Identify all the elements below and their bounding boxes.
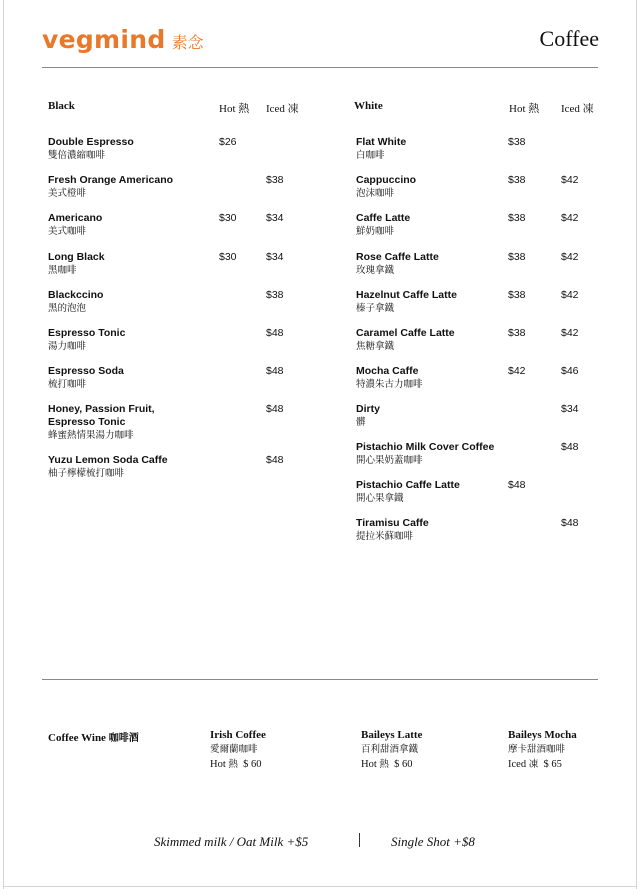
coffee-wine-title xyxy=(48,729,139,744)
item-iced-price: $34 xyxy=(561,403,579,415)
item-name-chinese: 蜂蜜熱情果湯力咖啡 xyxy=(48,430,134,441)
item-name: Honey, Passion Fruit, xyxy=(48,403,155,415)
page-border-left xyxy=(3,0,4,889)
coffee-wine-title-zh: 咖啡酒 xyxy=(108,733,139,744)
header-divider xyxy=(42,67,598,68)
menu-item-black xyxy=(48,212,228,238)
item-name-line2: Espresso Tonic xyxy=(48,416,126,428)
item-price: $ 65 xyxy=(543,759,562,770)
item-iced-price: $48 xyxy=(266,454,284,466)
item-hot-price: $30 xyxy=(219,251,237,263)
item-name: Yuzu Lemon Soda Caffe xyxy=(48,454,168,466)
item-iced-price: $42 xyxy=(561,251,579,263)
item-iced-price: $38 xyxy=(266,174,284,186)
coffee-wine-item xyxy=(361,728,422,772)
menu-item-black xyxy=(48,365,228,391)
item-name-chinese: 柚子檸檬梳打咖啡 xyxy=(48,468,125,479)
item-name-chinese: 梳打咖啡 xyxy=(48,379,87,390)
item-hot-price: $26 xyxy=(219,136,237,148)
item-iced-price: $42 xyxy=(561,327,579,339)
item-name: Baileys Latte xyxy=(361,729,423,741)
item-name: Double Espresso xyxy=(48,136,134,148)
item-name: Dirty xyxy=(356,403,380,415)
item-name-chinese: 雙倍濃縮咖啡 xyxy=(48,150,106,161)
page-title: Coffee xyxy=(539,26,599,51)
item-name: Rose Caffe Latte xyxy=(356,251,439,263)
item-iced-price: $48 xyxy=(561,441,579,453)
item-name: Cappuccino xyxy=(356,174,417,186)
black-section-title: Black xyxy=(48,100,75,112)
white-section-title: White xyxy=(354,100,383,112)
item-temp-chinese: 熱 xyxy=(228,759,238,770)
item-iced-price: $34 xyxy=(266,251,284,263)
item-name: Americano xyxy=(48,212,103,224)
item-name: Pistachio Milk Cover Coffee xyxy=(356,441,495,453)
item-name-chinese: 愛爾蘭咖啡 xyxy=(210,744,258,755)
menu-item-black xyxy=(48,289,228,315)
item-name: Flat White xyxy=(356,136,407,148)
menu-item-white xyxy=(356,441,556,467)
item-name-chinese: 焦糖拿鐵 xyxy=(356,341,395,352)
item-name: Fresh Orange Americano xyxy=(48,174,174,186)
item-name-chinese: 鮮奶咖啡 xyxy=(356,226,395,237)
brand-name-chinese: 素念 xyxy=(171,33,204,52)
item-iced-price: $48 xyxy=(561,517,579,529)
item-name-chinese: 湯力咖啡 xyxy=(48,341,87,352)
item-iced-price: $42 xyxy=(561,289,579,301)
item-name-chinese: 髒 xyxy=(356,417,366,428)
item-hot-price: $30 xyxy=(219,212,237,224)
page-border-bottom xyxy=(3,886,637,887)
item-price: $ 60 xyxy=(394,759,413,770)
item-name-chinese: 摩卡甜酒咖啡 xyxy=(508,744,566,755)
item-name-chinese: 玫瑰拿鐵 xyxy=(356,265,395,276)
item-temp-chinese: 凍 xyxy=(528,759,539,770)
item-hot-price: $38 xyxy=(508,136,526,148)
item-name-chinese: 百利甜酒拿鐵 xyxy=(361,744,419,755)
item-hot-price: $38 xyxy=(508,212,526,224)
menu-item-black xyxy=(48,327,228,353)
white-iced-header: Iced 凍 xyxy=(561,103,594,115)
item-price-line xyxy=(508,757,577,772)
item-name-chinese: 提拉米蘇咖啡 xyxy=(356,531,414,542)
item-temp: Iced xyxy=(508,759,527,770)
item-name: Hazelnut Caffe Latte xyxy=(356,289,457,301)
extra-shot-note: Single Shot +$8 xyxy=(391,834,475,849)
black-hot-header: Hot 熱 xyxy=(219,103,250,115)
item-name: Caffe Latte xyxy=(356,212,411,224)
item-name: Espresso Soda xyxy=(48,365,124,377)
coffee-wine-item xyxy=(508,728,577,772)
white-hot-header: Hot 熱 xyxy=(509,103,540,115)
item-hot-price: $38 xyxy=(508,251,526,263)
item-iced-price: $48 xyxy=(266,403,284,415)
item-name-chinese: 黑咖啡 xyxy=(48,265,77,276)
menu-item-white xyxy=(356,403,536,429)
item-hot-price: $38 xyxy=(508,289,526,301)
item-name: Espresso Tonic xyxy=(48,327,126,339)
item-name: Blackccino xyxy=(48,289,104,301)
menu-item-black xyxy=(48,454,228,480)
item-hot-price: $42 xyxy=(508,365,526,377)
item-iced-price: $42 xyxy=(561,174,579,186)
item-iced-price: $42 xyxy=(561,212,579,224)
milk-option-note: Skimmed milk / Oat Milk +$5 xyxy=(154,834,309,849)
page-border-right xyxy=(636,0,637,889)
item-hot-price: $38 xyxy=(508,327,526,339)
menu-item-black xyxy=(48,174,228,200)
item-temp: Hot xyxy=(210,759,226,770)
footer-separator xyxy=(359,833,360,847)
item-temp: Hot xyxy=(361,759,377,770)
coffee-wine-title-en: Coffee Wine xyxy=(48,732,106,744)
menu-item-black xyxy=(48,136,228,162)
item-iced-price: $48 xyxy=(266,327,284,339)
item-name-chinese: 美式橙啡 xyxy=(48,188,87,199)
coffee-wine-item xyxy=(210,728,266,772)
item-name-chinese: 黑的泡泡 xyxy=(48,303,87,314)
item-name: Baileys Mocha xyxy=(508,729,577,741)
item-name-chinese: 榛子拿鐵 xyxy=(356,303,395,314)
item-name-chinese: 泡沫咖啡 xyxy=(356,188,395,199)
item-price-line xyxy=(210,757,266,772)
item-name: Caramel Caffe Latte xyxy=(356,327,455,339)
item-name-chinese: 開心果奶蓋咖啡 xyxy=(356,455,423,466)
menu-item-white xyxy=(356,517,536,543)
section-divider xyxy=(42,679,598,680)
item-name-chinese: 開心果拿鐵 xyxy=(356,493,404,504)
menu-item-black xyxy=(48,403,228,442)
item-name-chinese: 美式咖啡 xyxy=(48,226,87,237)
black-iced-header: Iced 凍 xyxy=(266,103,299,115)
item-name: Irish Coffee xyxy=(210,729,266,741)
menu-item-black xyxy=(48,251,228,277)
item-iced-price: $46 xyxy=(561,365,579,377)
item-name: Tiramisu Caffe xyxy=(356,517,429,529)
item-iced-price: $34 xyxy=(266,212,284,224)
item-hot-price: $38 xyxy=(508,174,526,186)
item-name: Long Black xyxy=(48,251,105,263)
item-name: Mocha Caffe xyxy=(356,365,419,377)
item-price-line xyxy=(361,757,422,772)
brand-name: vegmind xyxy=(42,25,166,54)
item-name-chinese: 白咖啡 xyxy=(356,150,385,161)
item-name-chinese: 特濃朱古力咖啡 xyxy=(356,379,423,390)
item-price: $ 60 xyxy=(243,759,262,770)
item-name: Pistachio Caffe Latte xyxy=(356,479,460,491)
item-hot-price: $48 xyxy=(508,479,526,491)
brand-logo xyxy=(42,25,204,55)
item-iced-price: $48 xyxy=(266,365,284,377)
item-temp-chinese: 熱 xyxy=(379,759,389,770)
item-iced-price: $38 xyxy=(266,289,284,301)
